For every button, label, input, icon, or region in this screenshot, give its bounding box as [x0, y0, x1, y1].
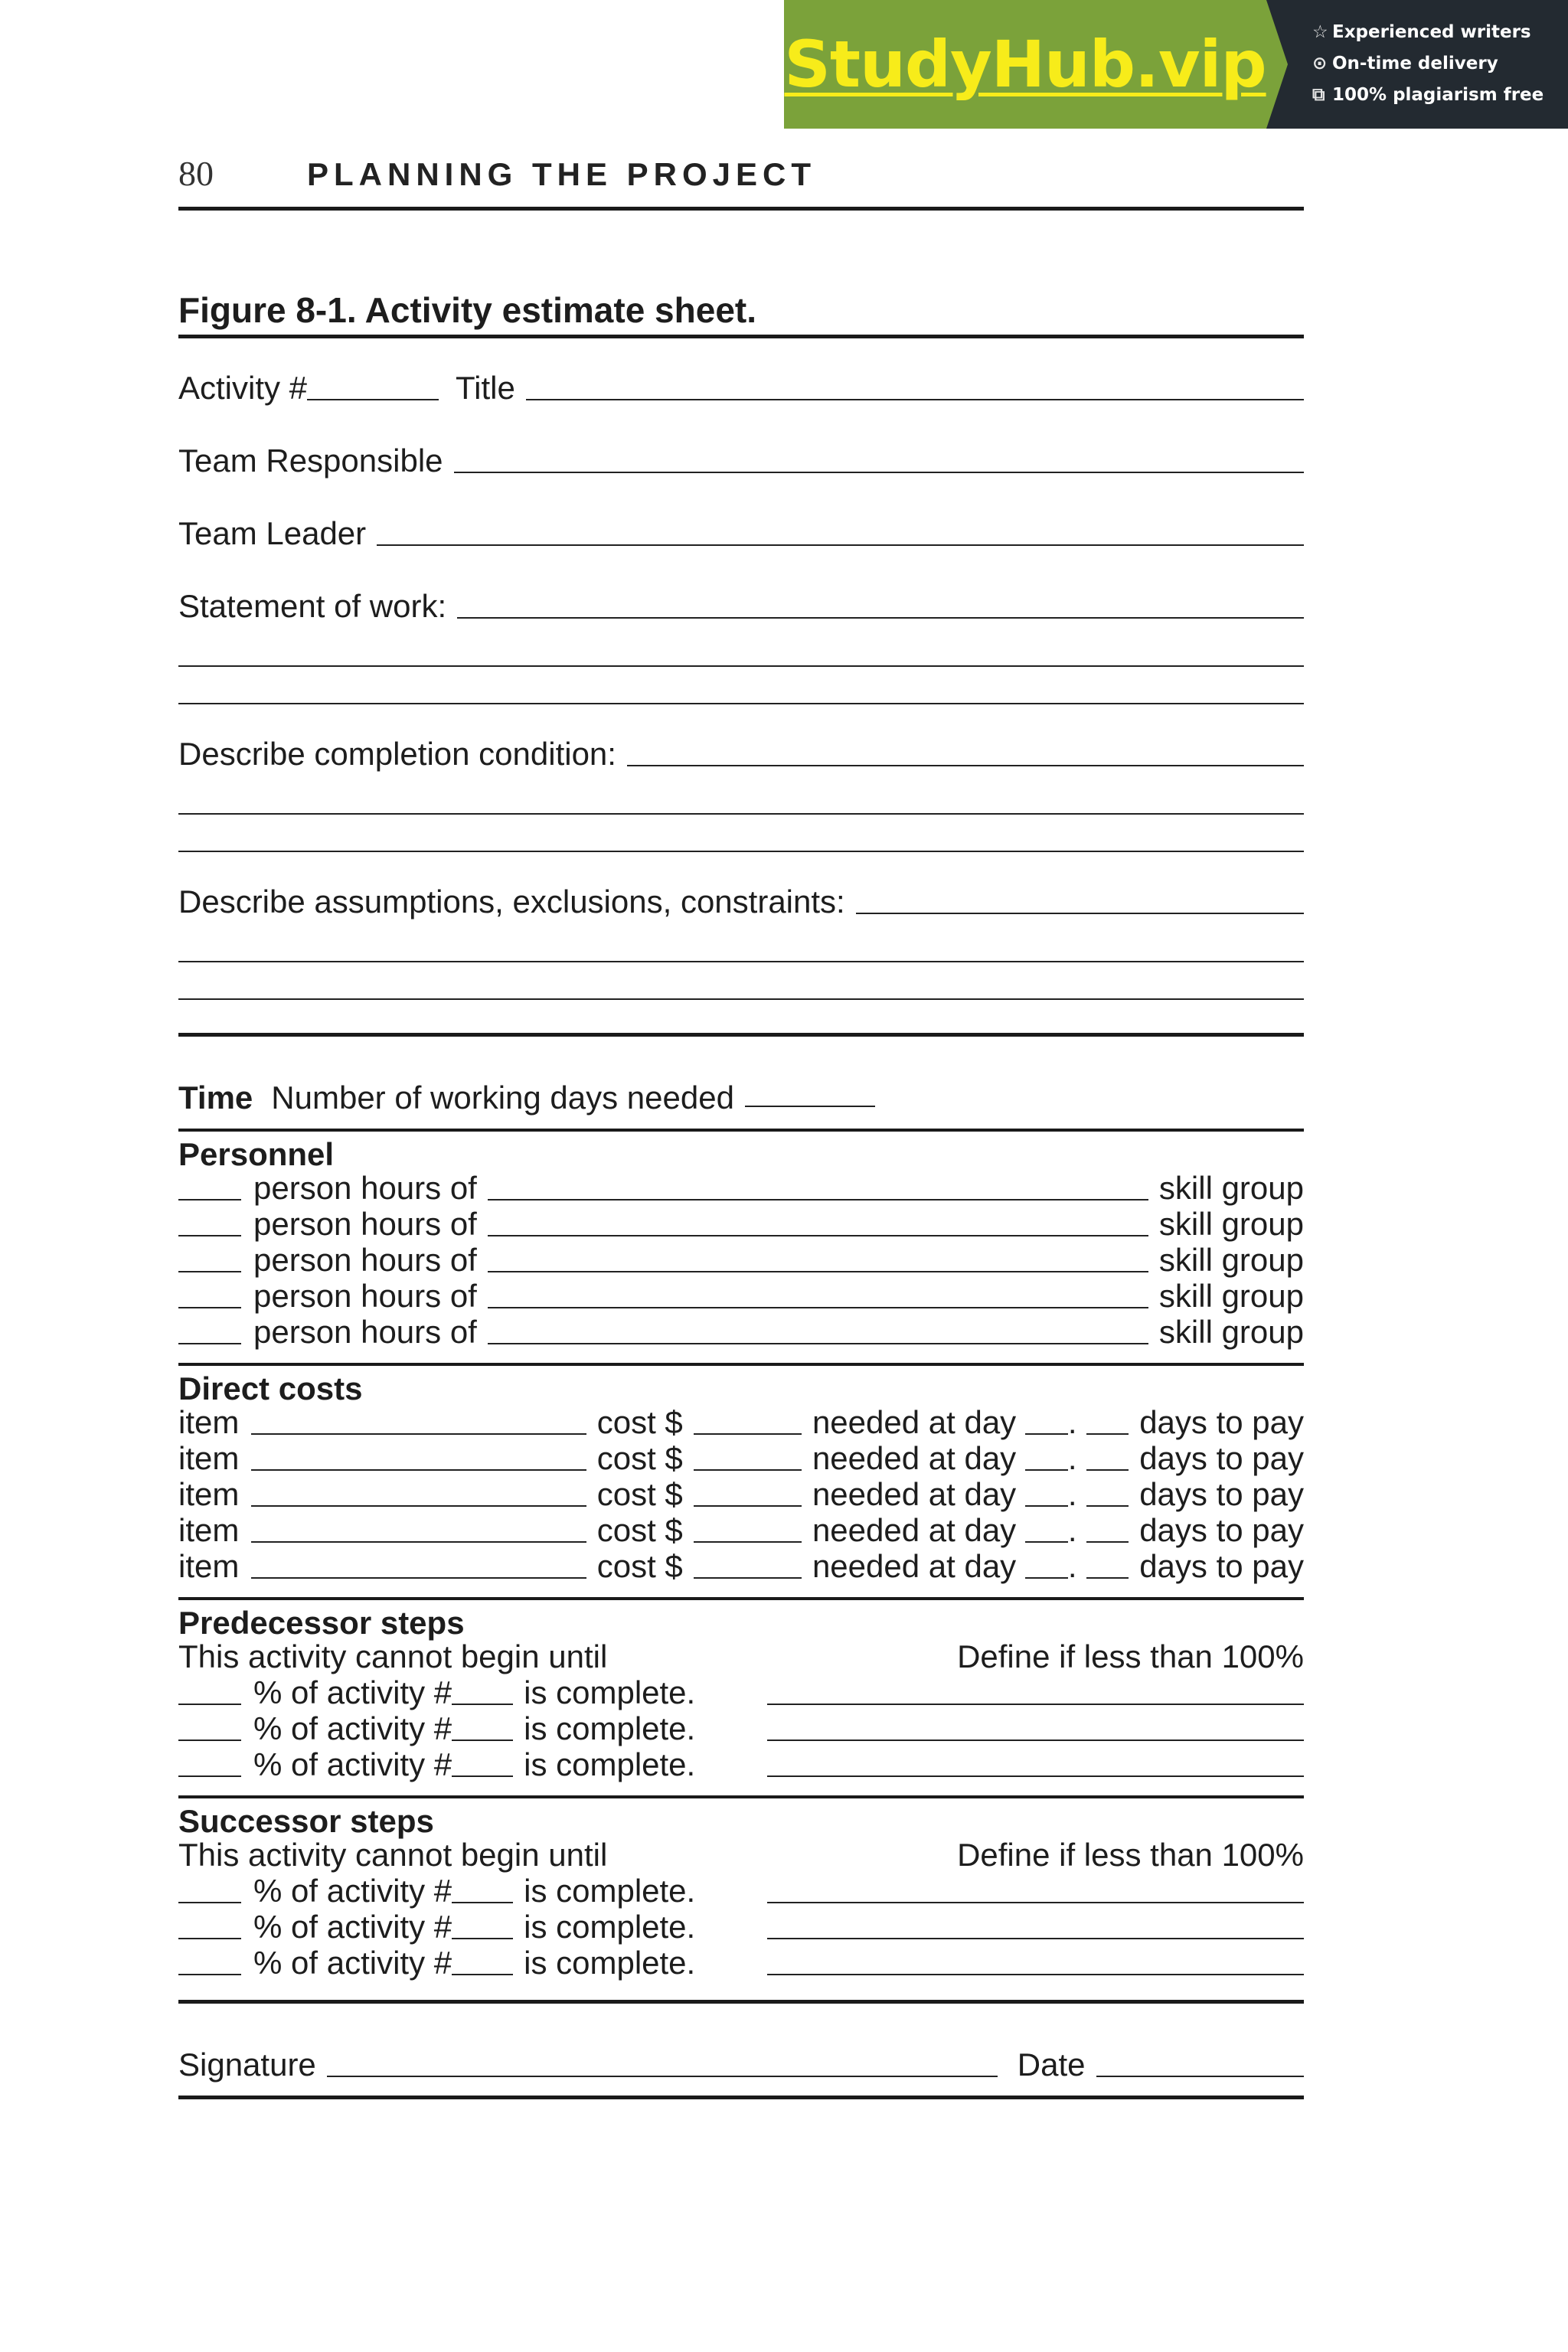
define-field[interactable] — [767, 1935, 1304, 1939]
activity-ref-field[interactable] — [452, 1736, 513, 1741]
ad-banner[interactable] — [784, 0, 1568, 129]
activity-ref-field[interactable] — [452, 1935, 513, 1939]
section-divider — [178, 1000, 1304, 1037]
skill-field[interactable] — [488, 1268, 1148, 1272]
personnel-row: person hours of skill group — [178, 1280, 1304, 1316]
cost-field[interactable] — [694, 1574, 802, 1579]
item-field[interactable] — [251, 1538, 586, 1543]
brand-logo[interactable]: StudyHub.vip — [784, 27, 1266, 102]
team-leader-label: Team Leader — [178, 515, 367, 551]
hours-field[interactable] — [178, 1304, 241, 1308]
team-responsible-label: Team Responsible — [178, 443, 443, 479]
predecessor-row: % of activity # is complete. — [178, 1677, 1304, 1713]
pay-days-field[interactable] — [1086, 1430, 1129, 1435]
signature-row — [178, 2004, 1304, 2099]
title-label: Title — [456, 370, 515, 406]
assumptions-row — [178, 852, 1304, 925]
predecessor-section — [178, 1605, 1304, 1798]
figure-title: Figure 8-1. Activity estimate sheet. — [178, 286, 1304, 338]
direct-costs-section — [178, 1370, 1304, 1600]
day-field[interactable] — [1025, 1430, 1068, 1435]
running-head — [178, 153, 1304, 211]
time-heading: Time — [178, 1080, 253, 1116]
define-field[interactable] — [767, 1700, 1304, 1705]
successor-row: % of activity # is complete. — [178, 1947, 1304, 1983]
statement-of-work-row — [178, 557, 1304, 629]
successor-row: % of activity # is complete. — [178, 1911, 1304, 1947]
successor-define-label: Define if less than 100% — [957, 1837, 1304, 1873]
team-responsible-row — [178, 411, 1304, 484]
item-field[interactable] — [251, 1502, 586, 1507]
activity-label: Activity # — [178, 370, 308, 406]
day-field[interactable] — [1025, 1466, 1068, 1471]
activity-ref-field[interactable] — [452, 1899, 513, 1903]
assumptions-line[interactable] — [178, 962, 1304, 1000]
completion-condition-row — [178, 704, 1304, 777]
hours-field[interactable] — [178, 1268, 241, 1272]
define-field[interactable] — [767, 1736, 1304, 1741]
cost-field[interactable] — [694, 1538, 802, 1543]
skill-field[interactable] — [488, 1232, 1148, 1236]
day-field[interactable] — [1025, 1502, 1068, 1507]
cost-field[interactable] — [694, 1466, 802, 1471]
working-days-field[interactable] — [745, 1104, 875, 1107]
completion-condition-label: Describe completion condition: — [178, 736, 616, 772]
cost-field[interactable] — [694, 1430, 802, 1435]
skill-field[interactable] — [488, 1196, 1148, 1200]
title-field[interactable] — [526, 397, 1304, 400]
time-label: Number of working days needed — [271, 1080, 734, 1116]
hours-field[interactable] — [178, 1196, 241, 1200]
document-page — [178, 153, 1304, 2099]
personnel-section — [178, 1136, 1304, 1366]
predecessor-intro-row — [178, 1638, 1304, 1677]
team-leader-row — [178, 484, 1304, 557]
activity-ref-field[interactable] — [452, 1971, 513, 1975]
direct-costs-heading: Direct costs — [178, 1370, 363, 1406]
pay-days-field[interactable] — [1086, 1574, 1129, 1579]
skill-field[interactable] — [488, 1304, 1148, 1308]
define-field[interactable] — [767, 1971, 1304, 1975]
assumptions-field[interactable] — [856, 911, 1304, 914]
percent-field[interactable] — [178, 1772, 241, 1777]
cost-row: item cost $ needed at day . days to pay — [178, 1476, 1305, 1512]
hours-field[interactable] — [178, 1340, 241, 1344]
define-field[interactable] — [767, 1772, 1304, 1777]
cost-field[interactable] — [694, 1502, 802, 1507]
percent-field[interactable] — [178, 1899, 241, 1903]
pay-days-field[interactable] — [1086, 1466, 1129, 1471]
completion-condition-line[interactable] — [178, 777, 1304, 815]
date-label: Date — [1017, 2047, 1086, 2082]
star-icon: ☆ — [1312, 22, 1328, 42]
cost-row: item cost $ needed at day . days to pay — [178, 1548, 1305, 1584]
percent-field[interactable] — [178, 1700, 241, 1705]
clock-icon: ⊙ — [1312, 54, 1328, 74]
signature-field[interactable] — [327, 2074, 998, 2077]
item-field[interactable] — [251, 1430, 586, 1435]
feature-item: ☆ Experienced writers — [1312, 17, 1568, 48]
item-field[interactable] — [251, 1466, 586, 1471]
day-field[interactable] — [1025, 1574, 1068, 1579]
activity-row — [178, 338, 1304, 411]
percent-field[interactable] — [178, 1736, 241, 1741]
activity-ref-field[interactable] — [452, 1700, 513, 1705]
assumptions-line[interactable] — [178, 925, 1304, 962]
page-number: 80 — [178, 154, 214, 193]
predecessor-row: % of activity # is complete. — [178, 1749, 1304, 1785]
successor-heading: Successor steps — [178, 1803, 434, 1839]
team-leader-field[interactable] — [377, 543, 1304, 546]
feature-list — [1266, 0, 1568, 129]
personnel-row: person hours of skill group — [178, 1172, 1304, 1208]
cost-row: item cost $ needed at day . days to pay — [178, 1512, 1305, 1548]
team-responsible-field[interactable] — [454, 470, 1304, 473]
statement-of-work-label: Statement of work: — [178, 588, 447, 624]
define-field[interactable] — [767, 1899, 1304, 1903]
predecessor-heading: Predecessor steps — [178, 1605, 465, 1641]
successor-intro-row — [178, 1839, 1304, 1875]
signature-label: Signature — [178, 2047, 316, 2082]
cost-row: item cost $ needed at day . days to pay — [178, 1440, 1305, 1476]
predecessor-define-label: Define if less than 100% — [957, 1638, 1304, 1674]
feature-item: ⧉ 100% plagiarism free — [1312, 80, 1568, 111]
running-title: PLANNING THE PROJECT — [307, 156, 817, 192]
statement-of-work-field[interactable] — [457, 616, 1304, 619]
day-field[interactable] — [1025, 1538, 1068, 1543]
predecessor-intro: This activity cannot begin until — [178, 1638, 608, 1674]
successor-row: % of activity # is complete. — [178, 1875, 1304, 1911]
completion-condition-field[interactable] — [627, 763, 1304, 766]
hours-field[interactable] — [178, 1232, 241, 1236]
activity-number-field[interactable] — [307, 397, 439, 400]
successor-section — [178, 1803, 1304, 2004]
personnel-row: person hours of skill group — [178, 1316, 1304, 1352]
copy-icon: ⧉ — [1312, 85, 1325, 105]
time-row — [178, 1037, 1304, 1132]
feature-item: ⊙ On-time delivery — [1312, 48, 1568, 80]
predecessor-row: % of activity # is complete. — [178, 1713, 1304, 1749]
completion-condition-line[interactable] — [178, 815, 1304, 852]
brand-block[interactable] — [784, 0, 1266, 129]
statement-of-work-line[interactable] — [178, 667, 1304, 704]
percent-field[interactable] — [178, 1935, 241, 1939]
pay-days-field[interactable] — [1086, 1502, 1129, 1507]
skill-field[interactable] — [488, 1340, 1148, 1344]
percent-field[interactable] — [178, 1971, 241, 1975]
personnel-heading: Personnel — [178, 1136, 335, 1172]
successor-intro: This activity cannot begin until — [178, 1837, 608, 1873]
personnel-row: person hours of skill group — [178, 1208, 1304, 1244]
statement-of-work-line[interactable] — [178, 629, 1304, 667]
date-field[interactable] — [1096, 2074, 1304, 2077]
personnel-row: person hours of skill group — [178, 1244, 1304, 1280]
pay-days-field[interactable] — [1086, 1538, 1129, 1543]
assumptions-label: Describe assumptions, exclusions, constraints: — [178, 884, 845, 920]
activity-ref-field[interactable] — [452, 1772, 513, 1777]
item-field[interactable] — [251, 1574, 586, 1579]
cost-row: item cost $ needed at day . days to pay — [178, 1404, 1305, 1440]
